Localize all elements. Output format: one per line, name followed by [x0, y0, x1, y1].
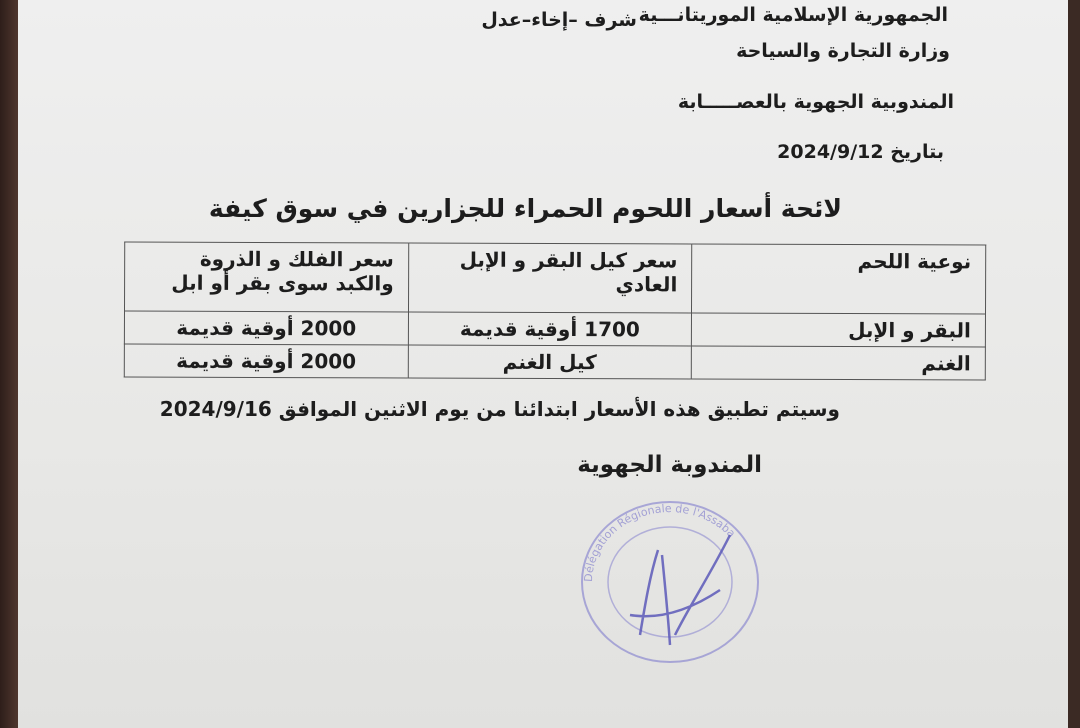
ministry-heading: وزارة التجارة والسياحة [736, 40, 950, 62]
cell-meat-type: الغنم [691, 346, 985, 380]
table-row [124, 344, 985, 380]
national-motto: شرف –إخاء–عدل [481, 9, 637, 31]
header-regular-price: سعر كيل البقر و الإبل العادي [408, 243, 692, 313]
document-date: بتاريخ 2024/9/12 [777, 141, 944, 163]
republic-heading: الجمهورية الإسلامية الموريتانـــية [638, 4, 948, 26]
application-note: وسيتم تطبيق هذه الأسعار ابتدائنا من يوم الاثنين الموافق 2024/9/16 [159, 397, 840, 421]
signature-scribble [630, 535, 730, 645]
cell-special-price: 2000 أوقية قديمة [124, 311, 408, 345]
table-row [124, 311, 985, 347]
signature-title: المندوبة الجهوية [577, 452, 762, 478]
official-stamp [570, 495, 770, 670]
header-meat-type: نوعية اللحم [692, 244, 986, 314]
cell-regular-price: 1700 أوقية قديمة [408, 312, 692, 346]
header-special-price: سعر الفلك و الذروة والكبد سوى بقر أو ابل [124, 242, 408, 312]
stamp-ring-text: Délégation Régionale de l'Assaba [581, 501, 738, 583]
cell-meat-type: البقر و الإبل [692, 313, 986, 347]
cell-special-price: 2000 أوقية قديمة [124, 344, 408, 378]
price-table [124, 241, 986, 380]
table-header-row [124, 242, 985, 314]
delegation-heading: المندوبية الجهوية بالعصـــــابة [677, 91, 954, 113]
cell-regular-price: كيل الغنم [408, 345, 692, 379]
document-title: لائحة أسعار اللحوم الحمراء للجزارين في سوق كيفة [208, 194, 842, 223]
